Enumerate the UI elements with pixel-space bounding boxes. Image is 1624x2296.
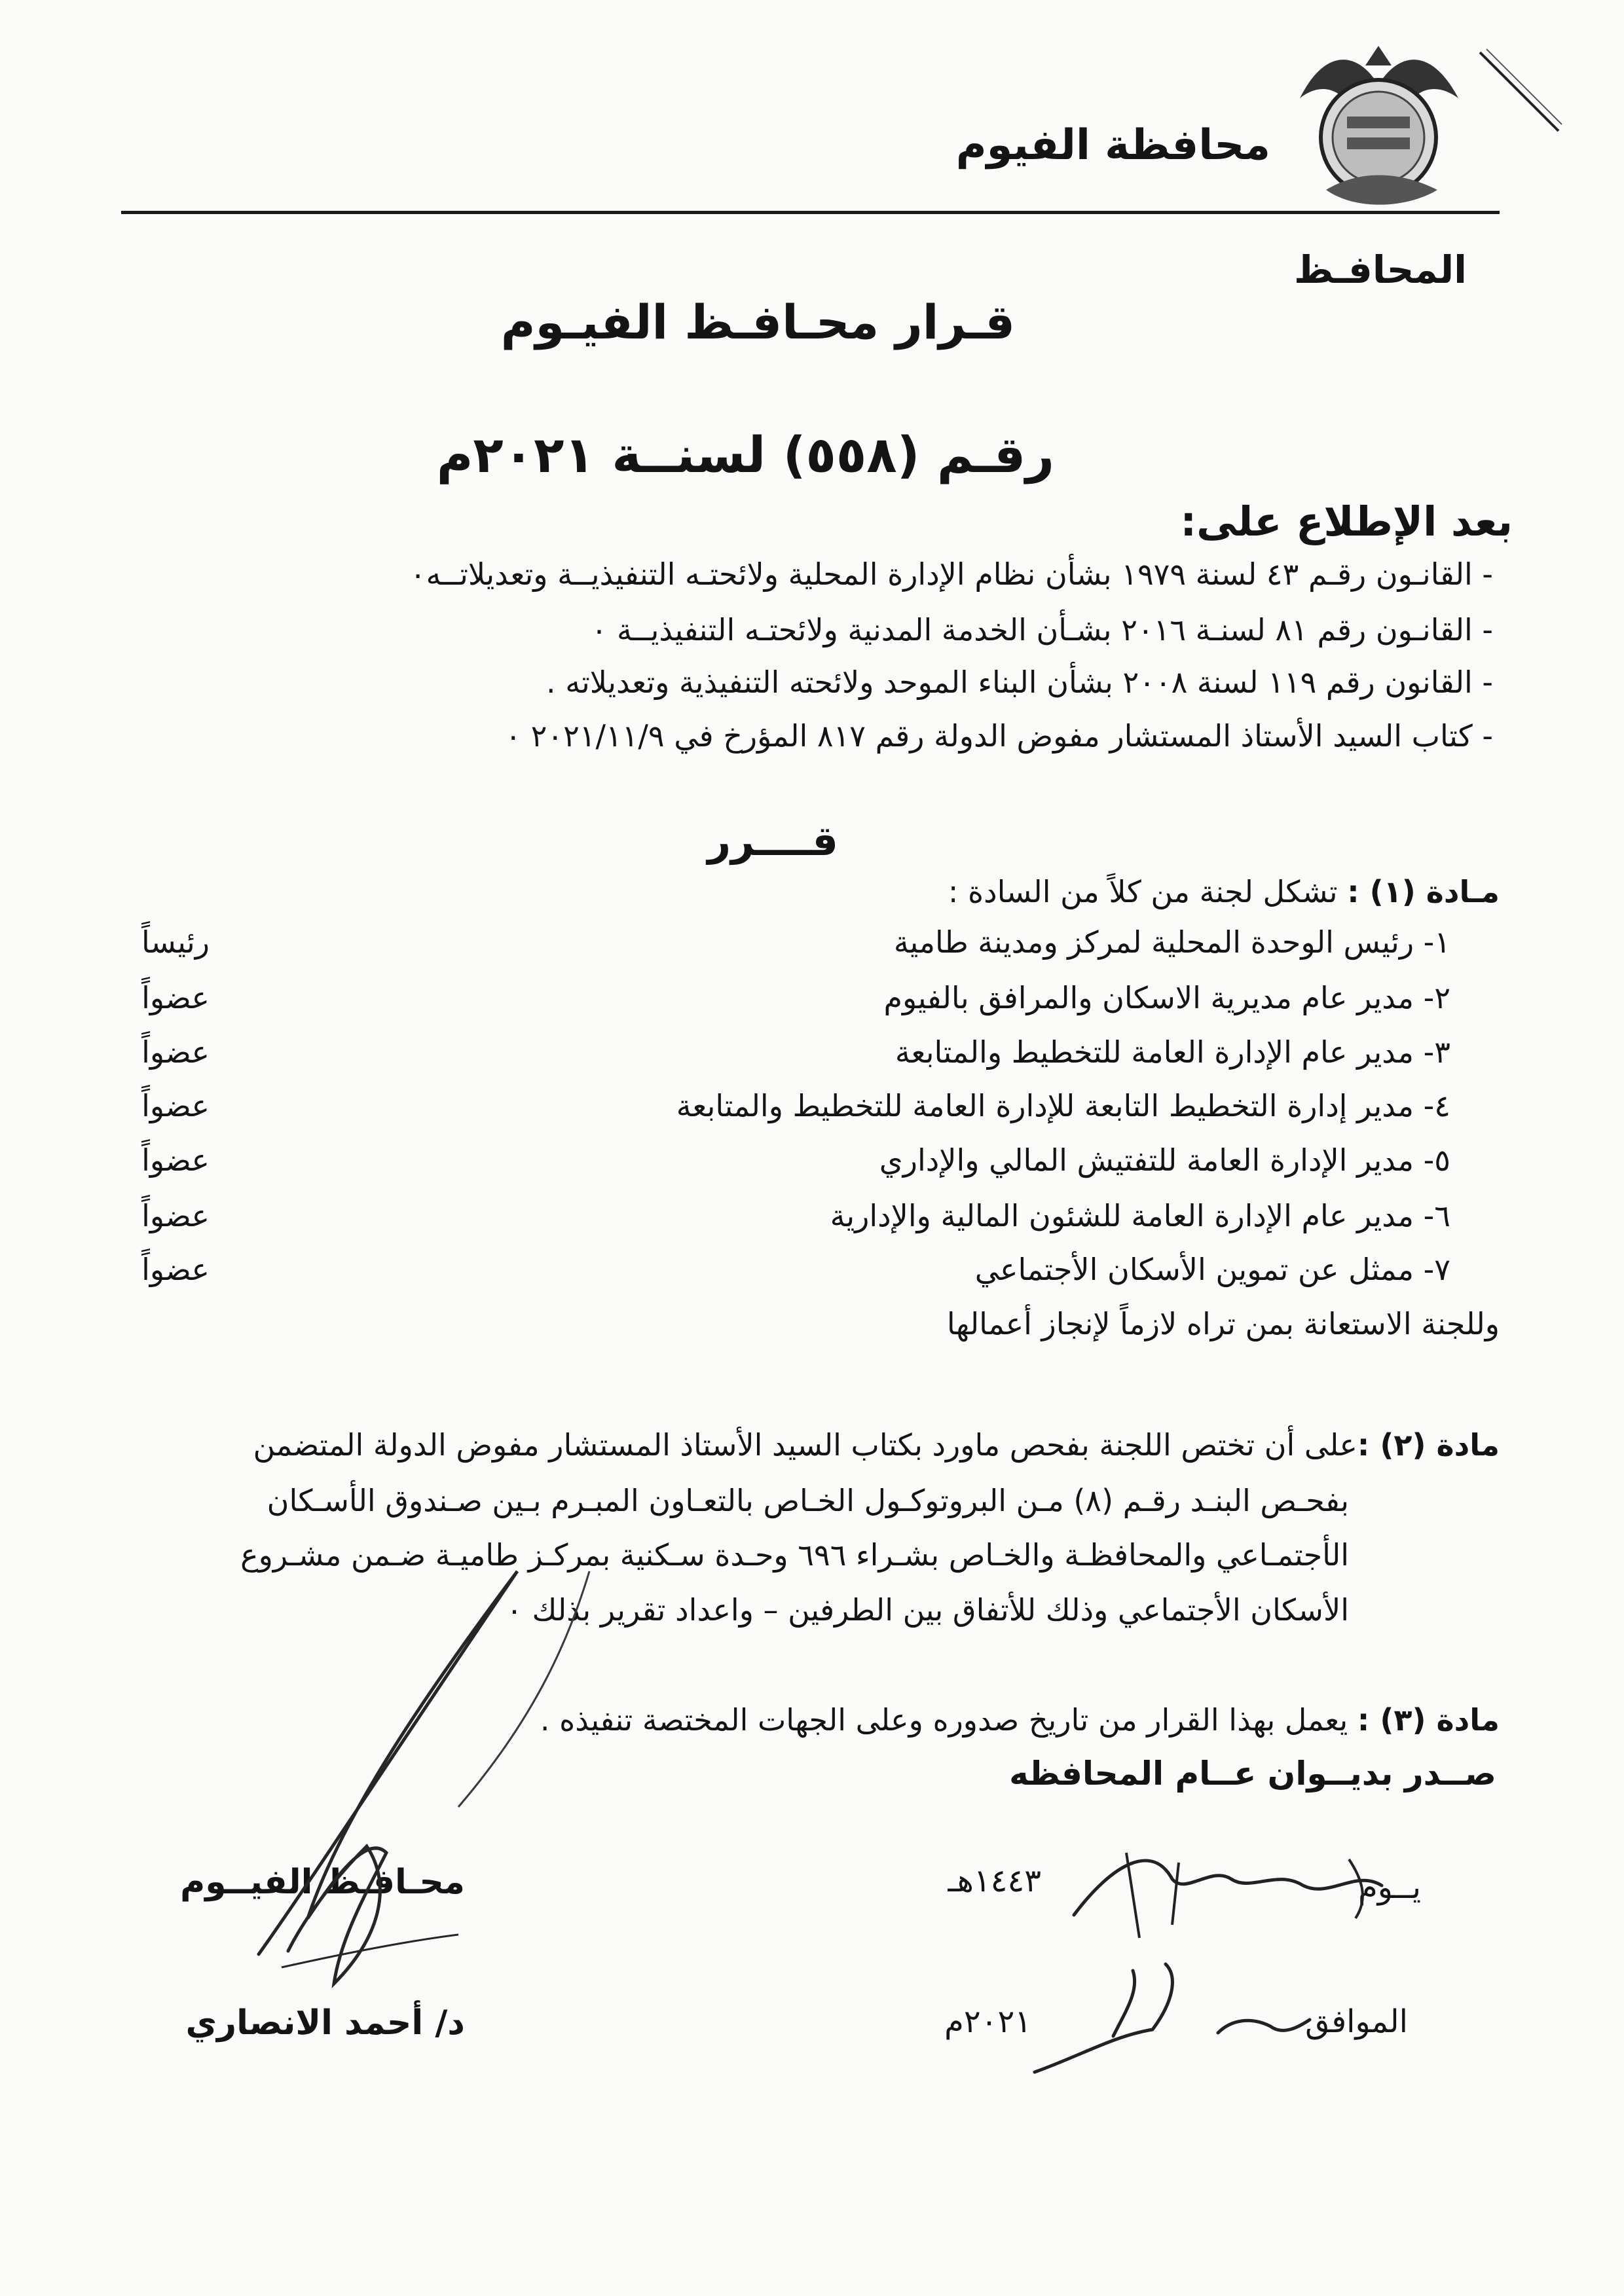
reference-item: - القانون رقم ١١٩ لسنة ٢٠٠٨ بشأن البناء الموحد ولائحته التنفيذية وتعديلاته .	[546, 665, 1493, 700]
committee-role: عضواً	[141, 1252, 210, 1287]
committee-member: ٢- مدير عام مديرية الاسكان والمرافق بالفيوم	[883, 980, 1450, 1015]
committee-note: وللجنة الاستعانة بمن تراه لازماً لإنجاز أعمالها	[946, 1306, 1500, 1341]
reference-item: - كتاب السيد الأستاذ المستشار مفوض الدولة رقم ٨١٧ المؤرخ في ٢٠٢١/١١/٩ ٠	[505, 718, 1493, 754]
handwritten-gregorian-date	[1035, 1964, 1310, 2072]
preamble-heading: بعد الإطلاع على:	[1180, 498, 1513, 545]
decided-heading: قــــرر	[707, 817, 838, 865]
hijri-date-label: يــوم	[1358, 1869, 1421, 1906]
committee-member: ٤- مدير إدارة التخطيط التابعة للإدارة العامة للتخطيط والمتابعة	[676, 1088, 1450, 1123]
article-2-line: بفحـص البنـد رقـم (٨) مـن البروتوكـول الخـاص بالتعـاون المبـرم بـين صـندوق الأسـكان	[267, 1483, 1349, 1518]
handwritten-hijri-date	[1074, 1861, 1382, 1915]
gregorian-year: ٢٠٢١م	[944, 2003, 1031, 2040]
signatory-name: د/ أحمد الانصاري	[185, 2003, 465, 2043]
committee-role: عضواً	[141, 980, 210, 1015]
committee-member: ٧- ممثل عن تموين الأسكان الأجتماعي	[974, 1252, 1450, 1287]
gregorian-date-label: الموافق	[1305, 2003, 1408, 2040]
committee-role: عضواً	[141, 1088, 210, 1123]
committee-member: ٣- مدير عام الإدارة العامة للتخطيط والمتابعة	[895, 1034, 1450, 1070]
article-1-label: مـادة (١) :	[1347, 874, 1500, 909]
article-3-text: يعمل بهذا القرار من تاريخ صدوره وعلى الجهات المختصة تنفيذه .	[540, 1702, 1348, 1738]
reference-item: - القانـون رقـم ٤٣ لسنة ١٩٧٩ بشأن نظام الإدارة المحلية ولائحتـه التنفيذيــة وتعديلاتــه٠	[409, 556, 1493, 592]
issued-at: صــدر بديــوان عــام المحافظه	[1009, 1755, 1496, 1793]
article-2-label: مادة (٢) :	[1357, 1427, 1500, 1463]
decree-title: قـرار محـافـظ الفيـوم	[500, 295, 1015, 350]
article-2-text: على أن تختص اللجنة بفحص ماورد بكتاب السيد الأستاذ المستشار مفوض الدولة المتضمن	[253, 1427, 1357, 1463]
committee-member: ١- رئيس الوحدة المحلية لمركز ومدينة طامية	[893, 924, 1450, 960]
article-2-line: الأسكان الأجتماعي وذلك للأتفاق بين الطرفين – واعداد تقرير بذلك ٠	[506, 1592, 1349, 1628]
committee-role: رئيساً	[141, 924, 210, 960]
committee-role: عضواً	[141, 1142, 210, 1178]
article-1-text: تشكل لجنة من كلاً من السادة :	[948, 874, 1338, 909]
committee-role: عضواً	[141, 1198, 210, 1233]
committee-member: ٦- مدير عام الإدارة العامة للشئون المالية والإدارية	[830, 1198, 1450, 1233]
article-3-label: مادة (٣) :	[1357, 1702, 1500, 1738]
reference-item: - القانـون رقم ٨١ لسنـة ٢٠١٦ بشـأن الخدمة المدنية ولائحتـه التنفيذيــة ٠	[591, 612, 1493, 647]
committee-member: ٥- مدير الإدارة العامة للتفتيش المالي والإداري	[879, 1142, 1450, 1178]
committee-role: عضواً	[141, 1034, 210, 1070]
hijri-year: ١٤٤٣هـ	[948, 1863, 1041, 1899]
decree-number: رقـم (٥٥٨) لسنــة ٢٠٢١م	[436, 426, 1054, 484]
issuing-office: المحافـظ	[1293, 247, 1467, 292]
signatory-title: محـافـظ الفيــوم	[180, 1863, 465, 1902]
governor-signature	[259, 1571, 517, 1984]
governorate-name: محافظة الفيوم	[955, 121, 1270, 170]
article-2-line: الأجتمـاعي والمحافظـة والخـاص بشـراء ٦٩٦ وحـدة سـكنية بمركـز طاميـة ضـمن مشـروع	[240, 1537, 1349, 1573]
